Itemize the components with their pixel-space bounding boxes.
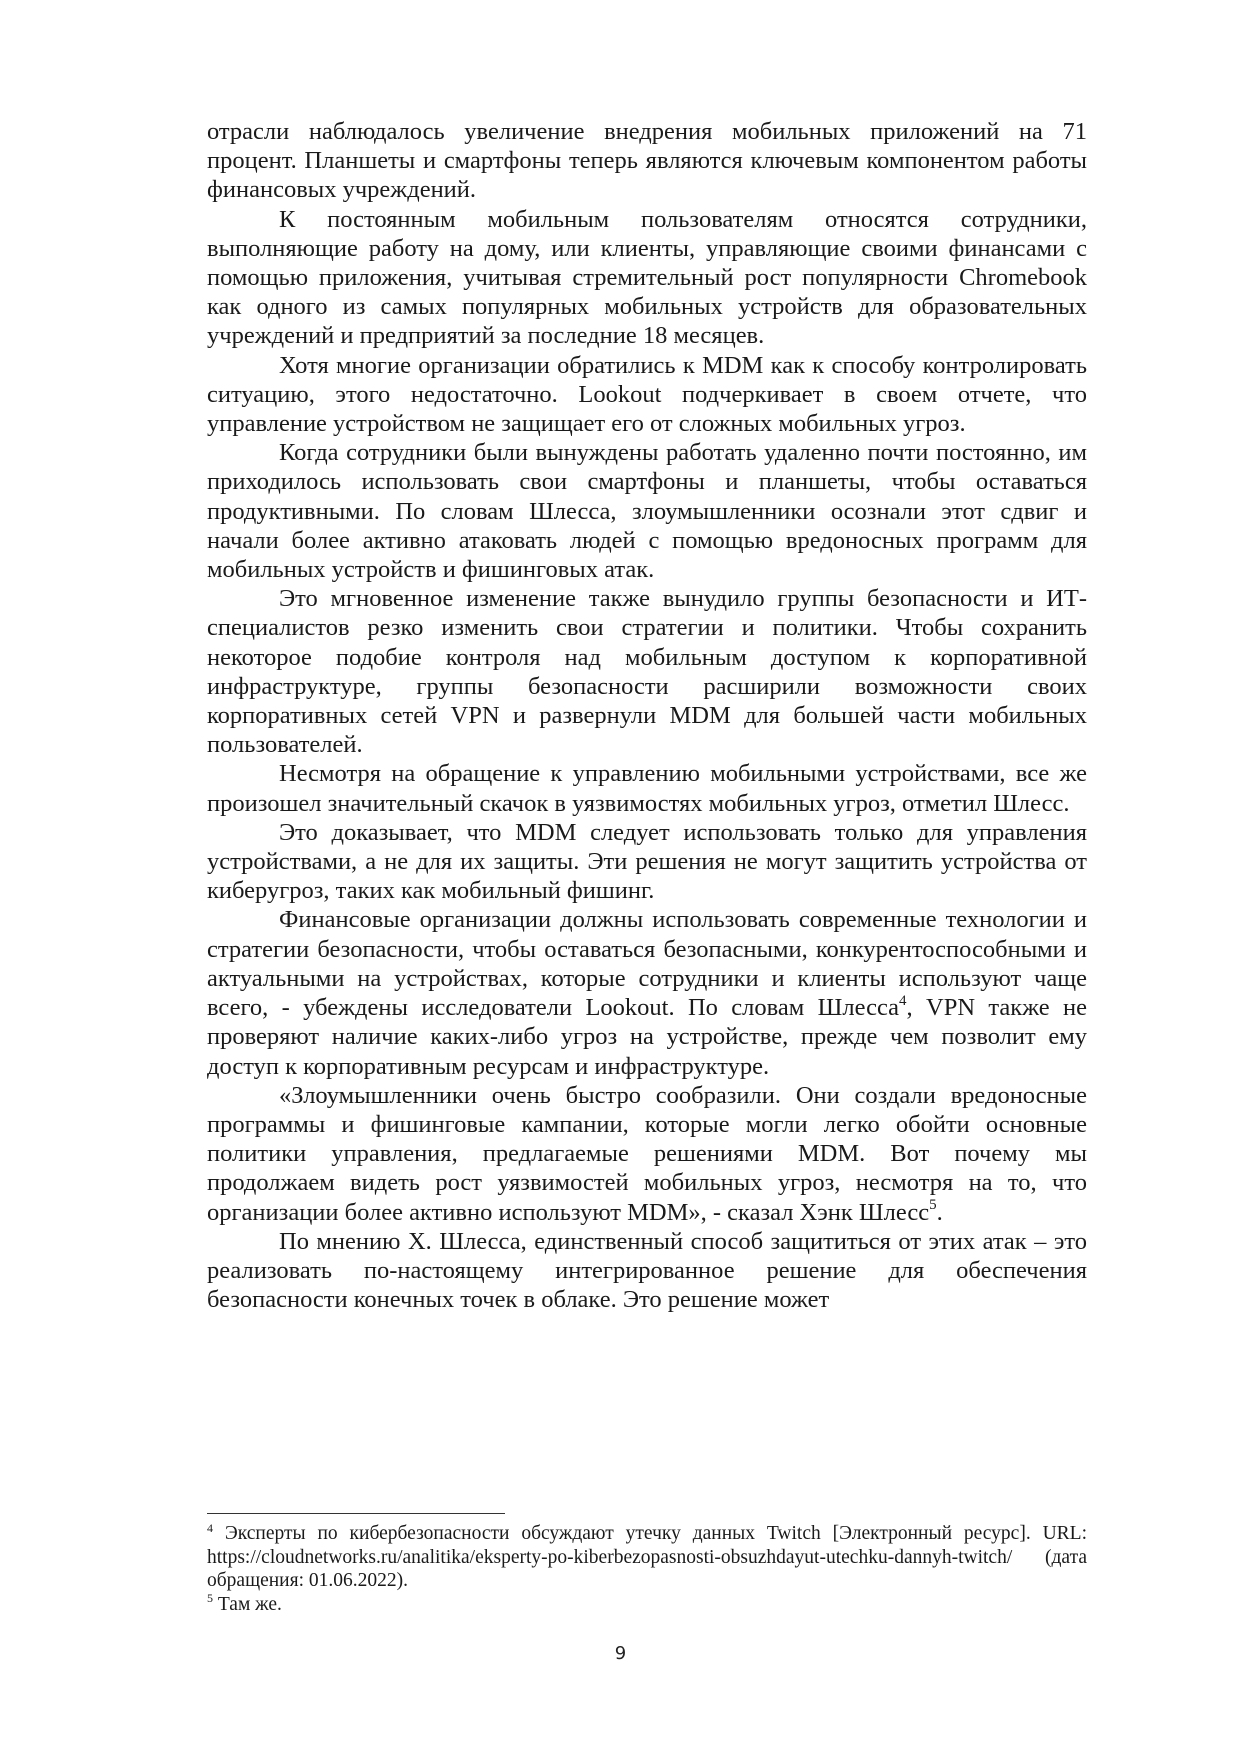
paragraph-9 xyxy=(207,1081,1087,1227)
page-number: 9 xyxy=(614,1643,627,1664)
footnote-5 xyxy=(207,1593,1087,1617)
footnote-4-text: Эксперты по кибербезопасности обсуждают утечку данных Twitch [Электронный ресурс]. URL: https://cloudnetworks.ru/analitika/eksperty-po-kiberbezopasnosti-obsuzhdayut-utechku-dannyh-twitch/ (дата обращения: 01.06.2022). xyxy=(207,1523,1087,1591)
paragraph-9-text-end: . xyxy=(936,1198,943,1226)
footnote-mark-5: 5 xyxy=(207,1591,213,1605)
paragraph-2: К постоянным мобильным пользователям относятся сотрудники, выполняющие работу на дому, или клиенты, управляющие своими финансами с помощью приложения, учитывая стремительный рост популярности Chromebook как одного из самых популярных мобильных устройств для образовательных учреждений и предприятий за последние 18 месяцев. xyxy=(207,205,1087,350)
paragraph-4: Когда сотрудники были вынуждены работать удаленно почти постоянно, им приходилось использовать свои смартфоны и планшеты, чтобы оставаться продуктивными. По словам Шлесса, злоумышленники осознали этот сдвиг и начали более активно атаковать людей с помощью вредоносных программ для мобильных устройств и фишинговых атак. xyxy=(207,439,1087,584)
footnote-4 xyxy=(207,1522,1087,1593)
footnote-divider xyxy=(207,1513,505,1514)
paragraph-8 xyxy=(207,905,1087,1080)
body-text xyxy=(207,117,1087,1314)
footnote-ref-4[interactable]: 4 xyxy=(899,992,907,1009)
paragraph-3: Хотя многие организации обратились к MDM как к способу контролировать ситуацию, этого недостаточно. Lookout подчеркивает в своем отчете, что управление устройством не защищает его от сложных мобильных угроз. xyxy=(207,351,1087,438)
paragraph-7: Это доказывает, что MDM следует использовать только для управления устройствами, а не для их защиты. Эти решения не могут защитить устройства от киберугроз, таких как мобильный фишинг. xyxy=(207,818,1087,905)
footnotes xyxy=(207,1522,1087,1616)
paragraph-5: Это мгновенное изменение также вынудило группы безопасности и ИТ-специалистов резко изменить свои стратегии и политики. Чтобы сохранить некоторое подобие контроля над мобильным доступом к корпоративной инфраструктуре, группы безопасности расширили возможности своих корпоративных сетей VPN и развернули MDM для большей части мобильных пользователей. xyxy=(207,585,1087,759)
paragraph-6: Несмотря на обращение к управлению мобильными устройствами, все же произошел значительный скачок в уязвимостях мобильных угроз, отметил Шлесс. xyxy=(207,760,1087,817)
paragraph-9-text: «Злоумышленники очень быстро сообразили. Они создали вредоносные программы и фишинговые кампании, которые могли легко обойти основные политики управления, предлагаемые решениями MDM. Вот почему мы продолжаем видеть рост уязвимостей мобильных угроз, несмотря на то, что организации более активно используют MDM», - сказал Хэнк Шлесс xyxy=(207,1081,1087,1226)
page-body xyxy=(207,117,1087,1314)
footnote-5-text: Там же. xyxy=(213,1593,282,1615)
paragraph-8-text-end: , VPN также не проверяют наличие каких-либо угроз на устройстве, прежде чем позволит ему доступ к корпоративным ресурсам и инфраструктуре. xyxy=(207,994,1087,1080)
footnote-mark-4: 4 xyxy=(207,1520,213,1535)
footnote-ref-5[interactable]: 5 xyxy=(929,1197,937,1214)
paragraph-8-text: Финансовые организации должны использовать современные технологии и стратегии безопасности, чтобы оставаться безопасными, конкурентоспособными и актуальными на устройствах, которые сотрудники и клиенты используют чаще всего, - убеждены исследователи Lookout. По словам Шлесса xyxy=(207,906,1087,1022)
paragraph-1: отрасли наблюдалось увеличение внедрения мобильных приложений на 71 процент. Планшеты и смартфоны теперь являются ключевым компонентом работы финансовых учреждений. xyxy=(207,118,1087,204)
paragraph-10: По мнению Х. Шлесса, единственный способ защититься от этих атак – это реализовать по-настоящему интегрированное решение для обеспечения безопасности конечных точек в облаке. Это решение может xyxy=(207,1227,1087,1314)
